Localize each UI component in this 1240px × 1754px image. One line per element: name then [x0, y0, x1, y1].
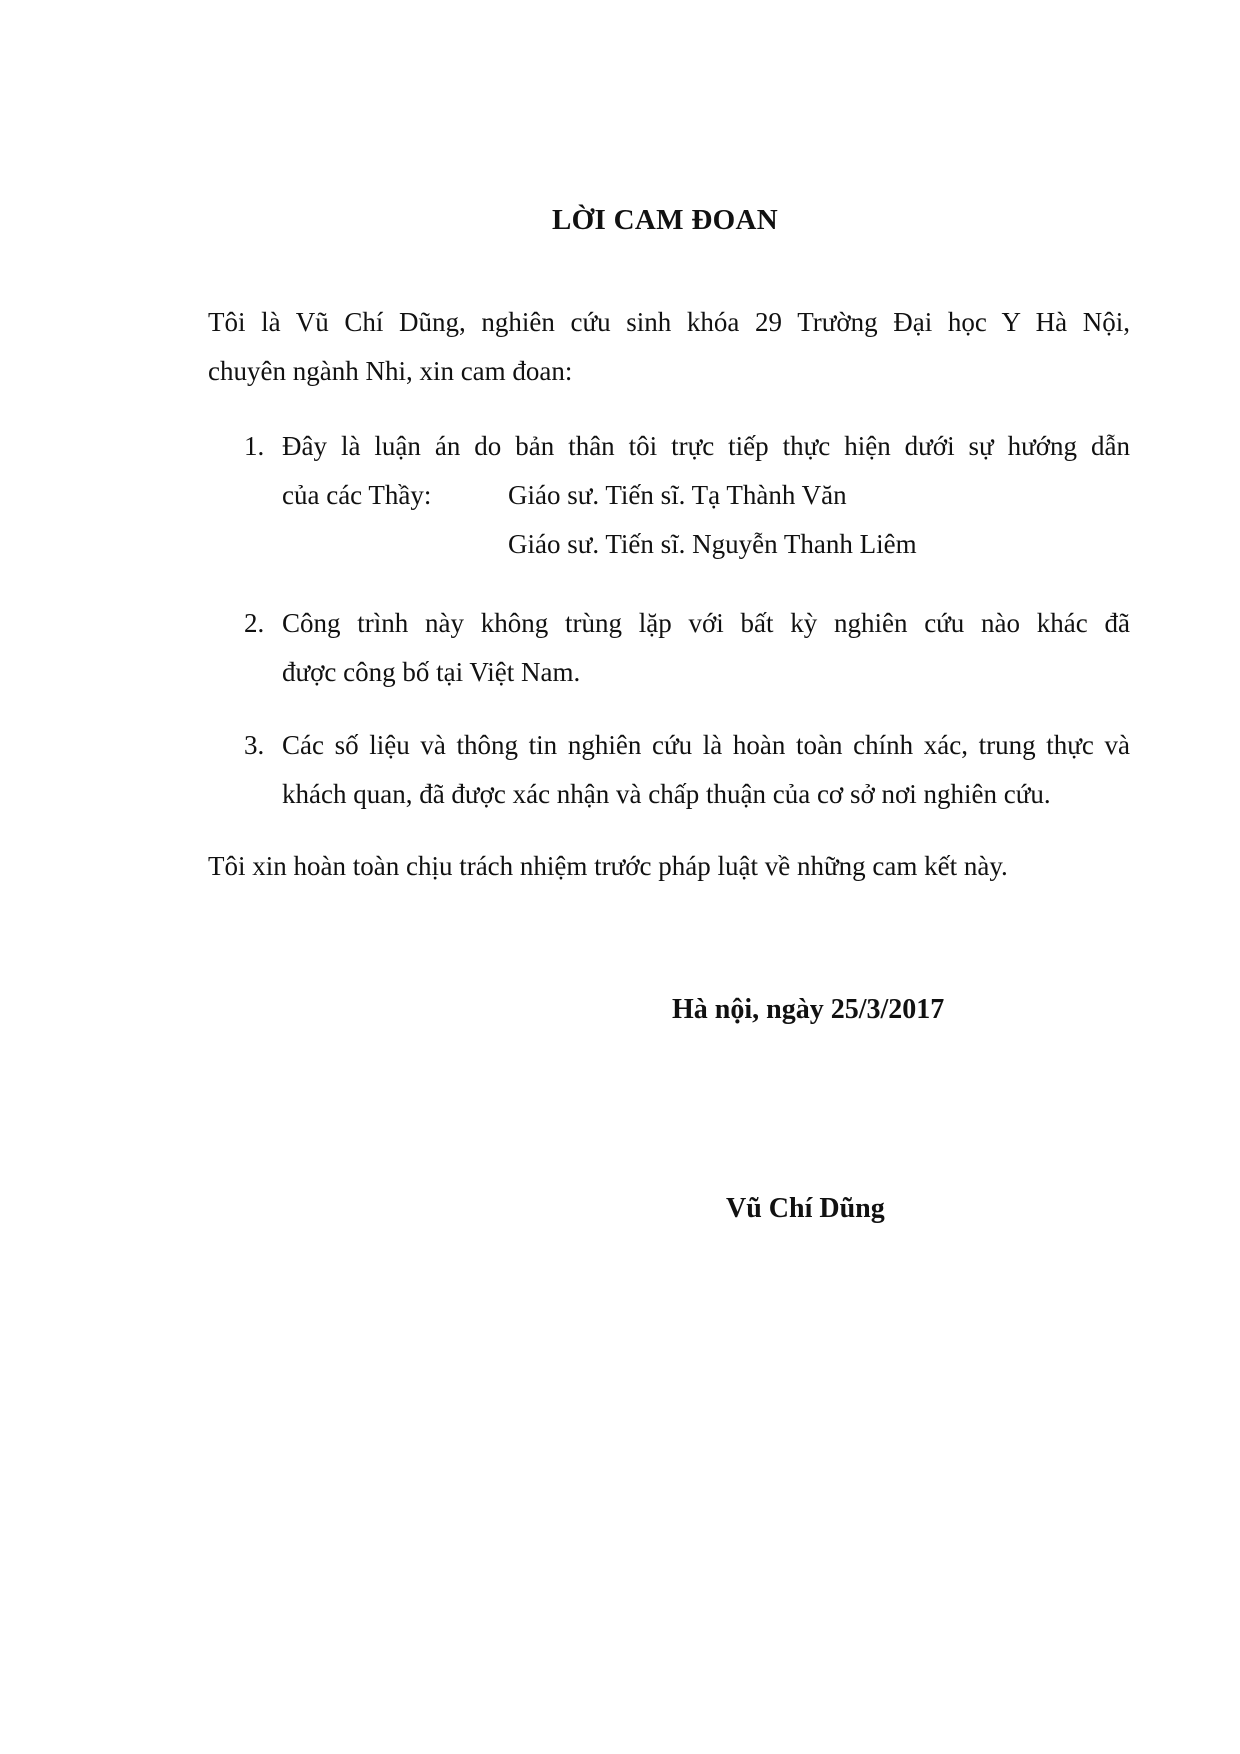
- list-item-number: 1.: [244, 431, 265, 461]
- closing-paragraph: Tôi xin hoàn toàn chịu trách nhiệm trước pháp luật về những cam kết này.: [208, 851, 1008, 881]
- list-item-text: Các số liệu và thông tin nghiên cứu là hoàn toàn chính xác, trung thực và: [282, 730, 1130, 760]
- list-item-text: khách quan, đã được xác nhận và chấp thuận của cơ sở nơi nghiên cứu.: [282, 779, 1051, 809]
- intro-line-2: chuyên ngành Nhi, xin cam đoan:: [208, 356, 573, 386]
- advisor-lead: của các Thầy:: [282, 480, 432, 510]
- list-item: [244, 422, 1130, 569]
- list-item-text: được công bố tại Việt Nam.: [282, 657, 581, 687]
- list-item-number: 2.: [244, 608, 265, 638]
- list-item: [244, 721, 1130, 819]
- list-item-text: Công trình này không trùng lặp với bất kỳ nghiên cứu nào khác đã: [282, 608, 1130, 638]
- signature-name: Vũ Chí Dũng: [726, 1193, 885, 1224]
- list-item: [244, 599, 1130, 697]
- list-item-text: Đây là luận án do bản thân tôi trực tiếp thực hiện dưới sự hướng dẫn: [282, 431, 1130, 461]
- intro-line-1: Tôi là Vũ Chí Dũng, nghiên cứu sinh khóa 29 Trường Đại học Y Hà Nội,: [208, 307, 1130, 337]
- page-title: LỜI CAM ĐOAN: [552, 204, 778, 236]
- advisor-name: Giáo sư. Tiến sĩ. Nguyễn Thanh Liêm: [508, 529, 917, 559]
- intro-paragraph: [208, 298, 1130, 396]
- advisor-name: Giáo sư. Tiến sĩ. Tạ Thành Văn: [508, 480, 847, 510]
- advisor-row: [282, 520, 1130, 569]
- advisor-row: [282, 471, 1130, 520]
- date-line: Hà nội, ngày 25/3/2017: [672, 994, 945, 1025]
- list-item-number: 3.: [244, 730, 265, 760]
